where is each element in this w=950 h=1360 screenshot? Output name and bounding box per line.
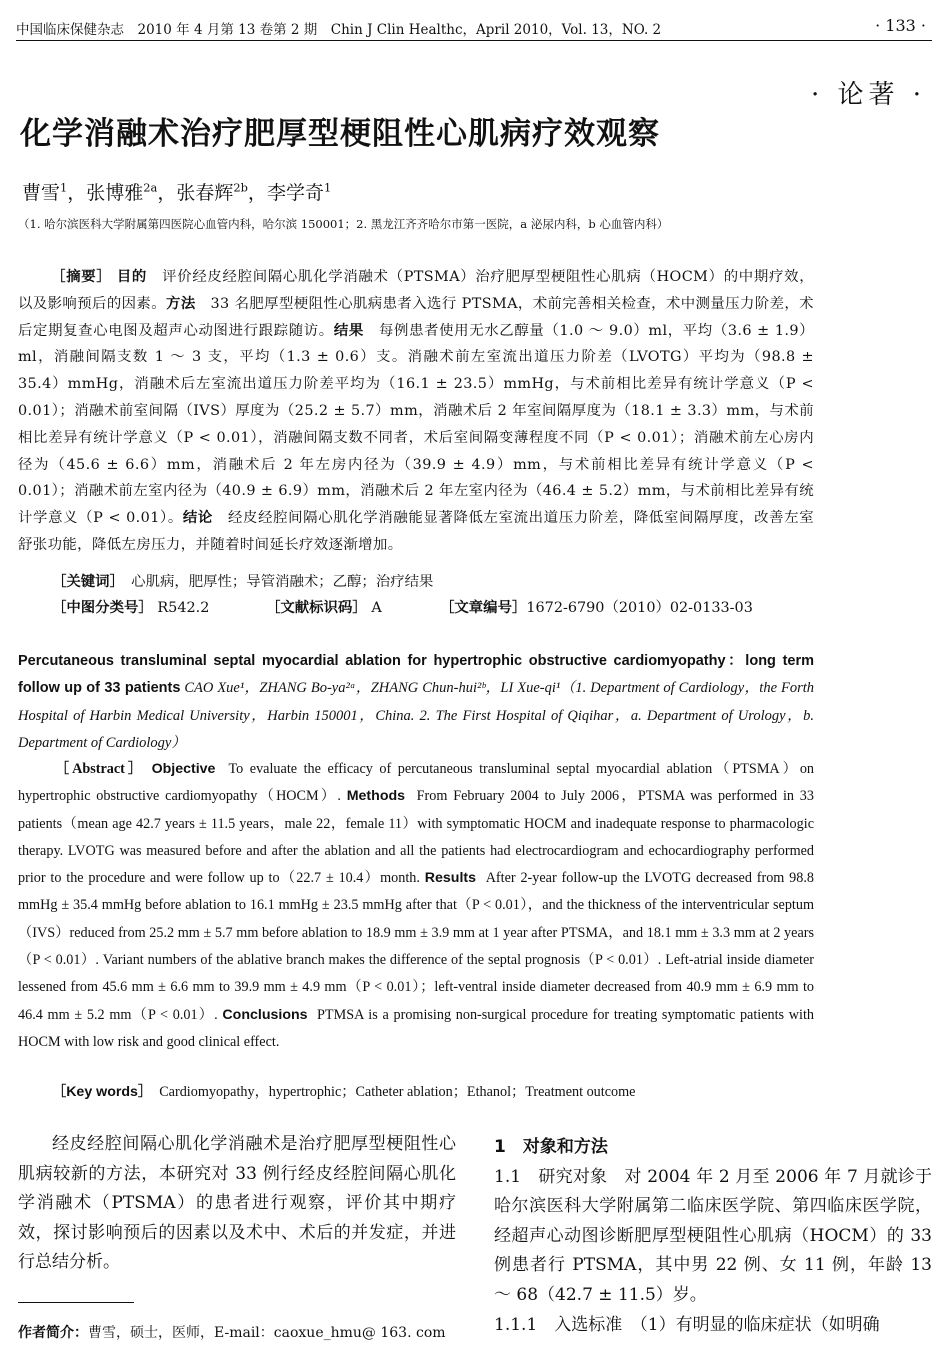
abstract-cn [18, 264, 814, 559]
objective-label: 目的 [116, 269, 148, 285]
clc-code [52, 596, 209, 617]
methods-label: 方法 [166, 295, 196, 312]
abstract-label: ［摘要］ [51, 269, 112, 285]
conclusions-en-text: PTMSA is a promising non-surgical procedure for treating symptomatic patients with HOCM with low risk and good clinical effect. [18, 1006, 815, 1050]
author-separator: ， [67, 182, 87, 204]
title-en: Percutaneous transluminal septal myocardial ablation for hypertrophic obstructive cardiomyopathy：long term follow up of 33 patients [18, 653, 814, 697]
page-number: · 133 · [875, 16, 926, 35]
author-affil-mark: 1 [60, 180, 68, 195]
methods-en-text: From February 2004 to July 2006，PTSMA was performed in 33 patients（mean age 42.7 years ± 11.5 years，male 22，female 11）with symptomatic HOCM and inadequate response to pharmacologic therapy. LVOTG was measured before and after the ablation and all the patients had electrocardiogram and echocardiography performed prior to the procedure and were follow up to（22.7 ± 10.4）month. [18, 788, 814, 887]
author-list-cn [22, 178, 331, 205]
section-label: · 论著 · [810, 80, 926, 110]
clc-label: ［中图分类号］ [52, 600, 153, 616]
author-affil-mark: 2a [143, 180, 158, 195]
methods-en-label: Methods [346, 788, 406, 805]
keywords-cn [52, 570, 433, 591]
results-en-label: Results [424, 870, 477, 887]
section-heading: 1 对象和方法 [494, 1137, 608, 1157]
article-number [440, 596, 753, 617]
objective-en-label: Objective [151, 761, 216, 777]
keywords-en-label: ［Key words］ [52, 1084, 153, 1100]
journal-header [16, 14, 932, 40]
conclusions-en-label: Conclusions [222, 1006, 308, 1023]
body-right-column [494, 1133, 932, 1340]
keywords-en [52, 1081, 635, 1101]
keywords-value: 心肌病，肥厚性；导管消融术；乙醇；治疗结果 [131, 574, 434, 590]
footnote-value: 曹雪，硕士，医师，E-mail：caoxue_hmu@ 163. com [88, 1325, 446, 1341]
results-label: 结果 [333, 322, 364, 339]
abstract-en-label: ［Abstract］ [54, 761, 146, 777]
objective-text: 评价经皮经腔间隔心肌化学消融术（PTSMA）治疗肥厚型梗阻性心肌病（HOCM）的中期疗效，以及影响预后的因素。 [18, 269, 814, 312]
results-en-text: After 2-year follow-up the LVOTG decreased from 98.8 mmHg ± 35.4 mmHg before ablation to 16.1 mmHg ± 23.5 mmHg after that（P < 0.01），and the thickness of the interventricular septum（IVS）reduced from 25.2 mm ± 5.7 mm before ablation to 18.9 mm ± 3.9 mm at 1 year after PTSMA，and 18.1 mm ± 3.3 mm at 2 years（P < 0.01）. Variant numbers of the ablative branch makes the difference of the septal prognosis（P < 0.01）. Left-atrial inside diameter lessened from 45.6 mm ± 6.6 mm to 39.9 mm ± 4.9 mm（P < 0.01）；left-ventral inside diameter decreased from 40.9 mm ± 6.9 mm to 46.4 mm ± 5.2 mm（P < 0.01）. [18, 870, 814, 1023]
footnote-label: 作者简介： [18, 1325, 88, 1341]
author-name: 曹雪 [22, 182, 61, 204]
article-value: 1672-6790（2010）02-0133-03 [526, 600, 753, 616]
document-code [266, 596, 382, 617]
abstract-en [18, 756, 814, 1056]
author-affil-mark: 1 [323, 180, 332, 195]
keywords-label: ［关键词］ [52, 574, 117, 590]
author-name: 张春辉 [176, 182, 234, 204]
authors-en: CAO Xue¹，ZHANG Bo-ya²ᵃ，ZHANG Chun-hui²ᵇ，LI Xue-qi¹ [184, 680, 561, 697]
author-name: 李学奇 [266, 182, 324, 204]
header-rule [16, 40, 932, 41]
author-name: 张博雅 [86, 182, 144, 204]
author-footnote [18, 1322, 446, 1342]
doc-value: A [371, 600, 382, 616]
author-affil-mark: 2b [233, 180, 248, 195]
clc-value: R542.2 [157, 600, 210, 616]
methods-text: 33 名肥厚型梗阻性心肌病患者入选行 PTSMA，术前完善相关检查，术中测量压力阶差，术后定期复查心电图及超声心动图进行跟踪随访。 [18, 295, 814, 339]
conclusion-text: 经皮经腔间隔心肌化学消融能显著降低左室流出道压力阶差，降低室间隔厚度，改善左室舒张功能，降低左房压力，并随着时间延长疗效逐渐增加。 [18, 510, 815, 553]
paper-title: 化学消融术治疗肥厚型梗阻性心肌病疗效观察 [20, 116, 660, 152]
intro-paragraph: 经皮经腔间隔心肌化学消融术是治疗肥厚型梗阻性心肌病较新的方法，本研究对 33 例行经皮经腔间隔心肌化学消融术（PTSMA）的患者进行观察，评价其中期疗效，探讨影响预后的因素以及术中、术后的并发症，并进行总结分析。 [18, 1134, 456, 1273]
conclusion-label: 结论 [182, 510, 213, 527]
author-separator: ， [247, 182, 267, 204]
affiliation-cn: （1. 哈尔滨医科大学附属第四医院心血管内科，哈尔滨 150001；2. 黑龙江齐齐哈尔市第一医院，a 泌尿内科，b 心血管内科） [18, 217, 669, 231]
results-text: 每例患者使用无水乙醇量（1.0 ～ 9.0）ml，平均（3.6 ± 1.9）ml，消融间隔支数 1 ～ 3 支，平均（1.3 ± 0.6）支。消融术前左室流出道压力阶差（LVOTG）平均为（98.8 ± 35.4）mmHg，消融术后左室流出道压力阶差平均为（16.1 ± 23.5）mmHg，与术前相比差异有统计学意义（P < 0.01）；消融术前室间隔（IVS）厚度为（25.2 ± 5.7）mm，消融术后 2 年室间隔厚度为（18.1 ± 3.3）mm，与术前相比差异有统计学意义（P < 0.01），消融间隔支数不同者，术后室间隔变薄程度不同（P < 0.01）；消融术前左心房内径为（45.6 ± 6.6）mm，消融术后 2 年左房内径为（39.9 ± 4.9）mm，与术前相比差异有统计学意义（P < 0.01）；消融术前左室内径为（40.9 ± 6.9）mm，消融术后 2 年左室内径为（46.4 ± 5.2）mm，与术前相比差异有统计学意义（P < 0.01）。 [18, 322, 814, 527]
english-title-block [18, 648, 814, 758]
author-separator: ， [157, 182, 177, 204]
keywords-en-value: Cardiomyopathy，hypertrophic；Catheter ablation；Ethanol；Treatment outcome [159, 1084, 636, 1100]
journal-info: 中国临床保健杂志 2010 年 4 月第 13 卷第 2 期 Chin J Clin Healthc，April 2010，Vol. 13，NO. 2 [16, 22, 662, 38]
footnote-rule [18, 1302, 134, 1303]
objective-en-text: To evaluate the efficacy of percutaneous transluminal septal myocardial ablation（PTSMA）on hypertrophic obstructive cardiomyopathy（HOCM）. [18, 761, 815, 805]
article-label: ［文章编号］ [440, 600, 527, 616]
affiliation-en: （1. Department of Cardiology，the Forth Hospital of Harbin Medical University，Harbin 150001，China. 2. The First Hospital of Qiqihar，a. Department of Urology，b. Department of Cardiology） [18, 680, 815, 752]
subsection-1-1: 1.1 研究对象 对 2004 年 2 月至 2006 年 7 月就诊于哈尔滨医科大学附属第二临床医学院、第四临床医学院，经超声心动图诊断肥厚型梗阻性心肌病（HOCM）的 33 例患者行 PTSMA，其中男 22 例、女 11 例，年龄 13 ～ 68（42.7 ± 11.5）岁。 [494, 1166, 932, 1305]
doc-label: ［文献标识码］ [266, 600, 367, 616]
subsection-1-1-1: 1.1.1 入选标准 （1）有明显的临床症状（如明确 [494, 1314, 880, 1335]
